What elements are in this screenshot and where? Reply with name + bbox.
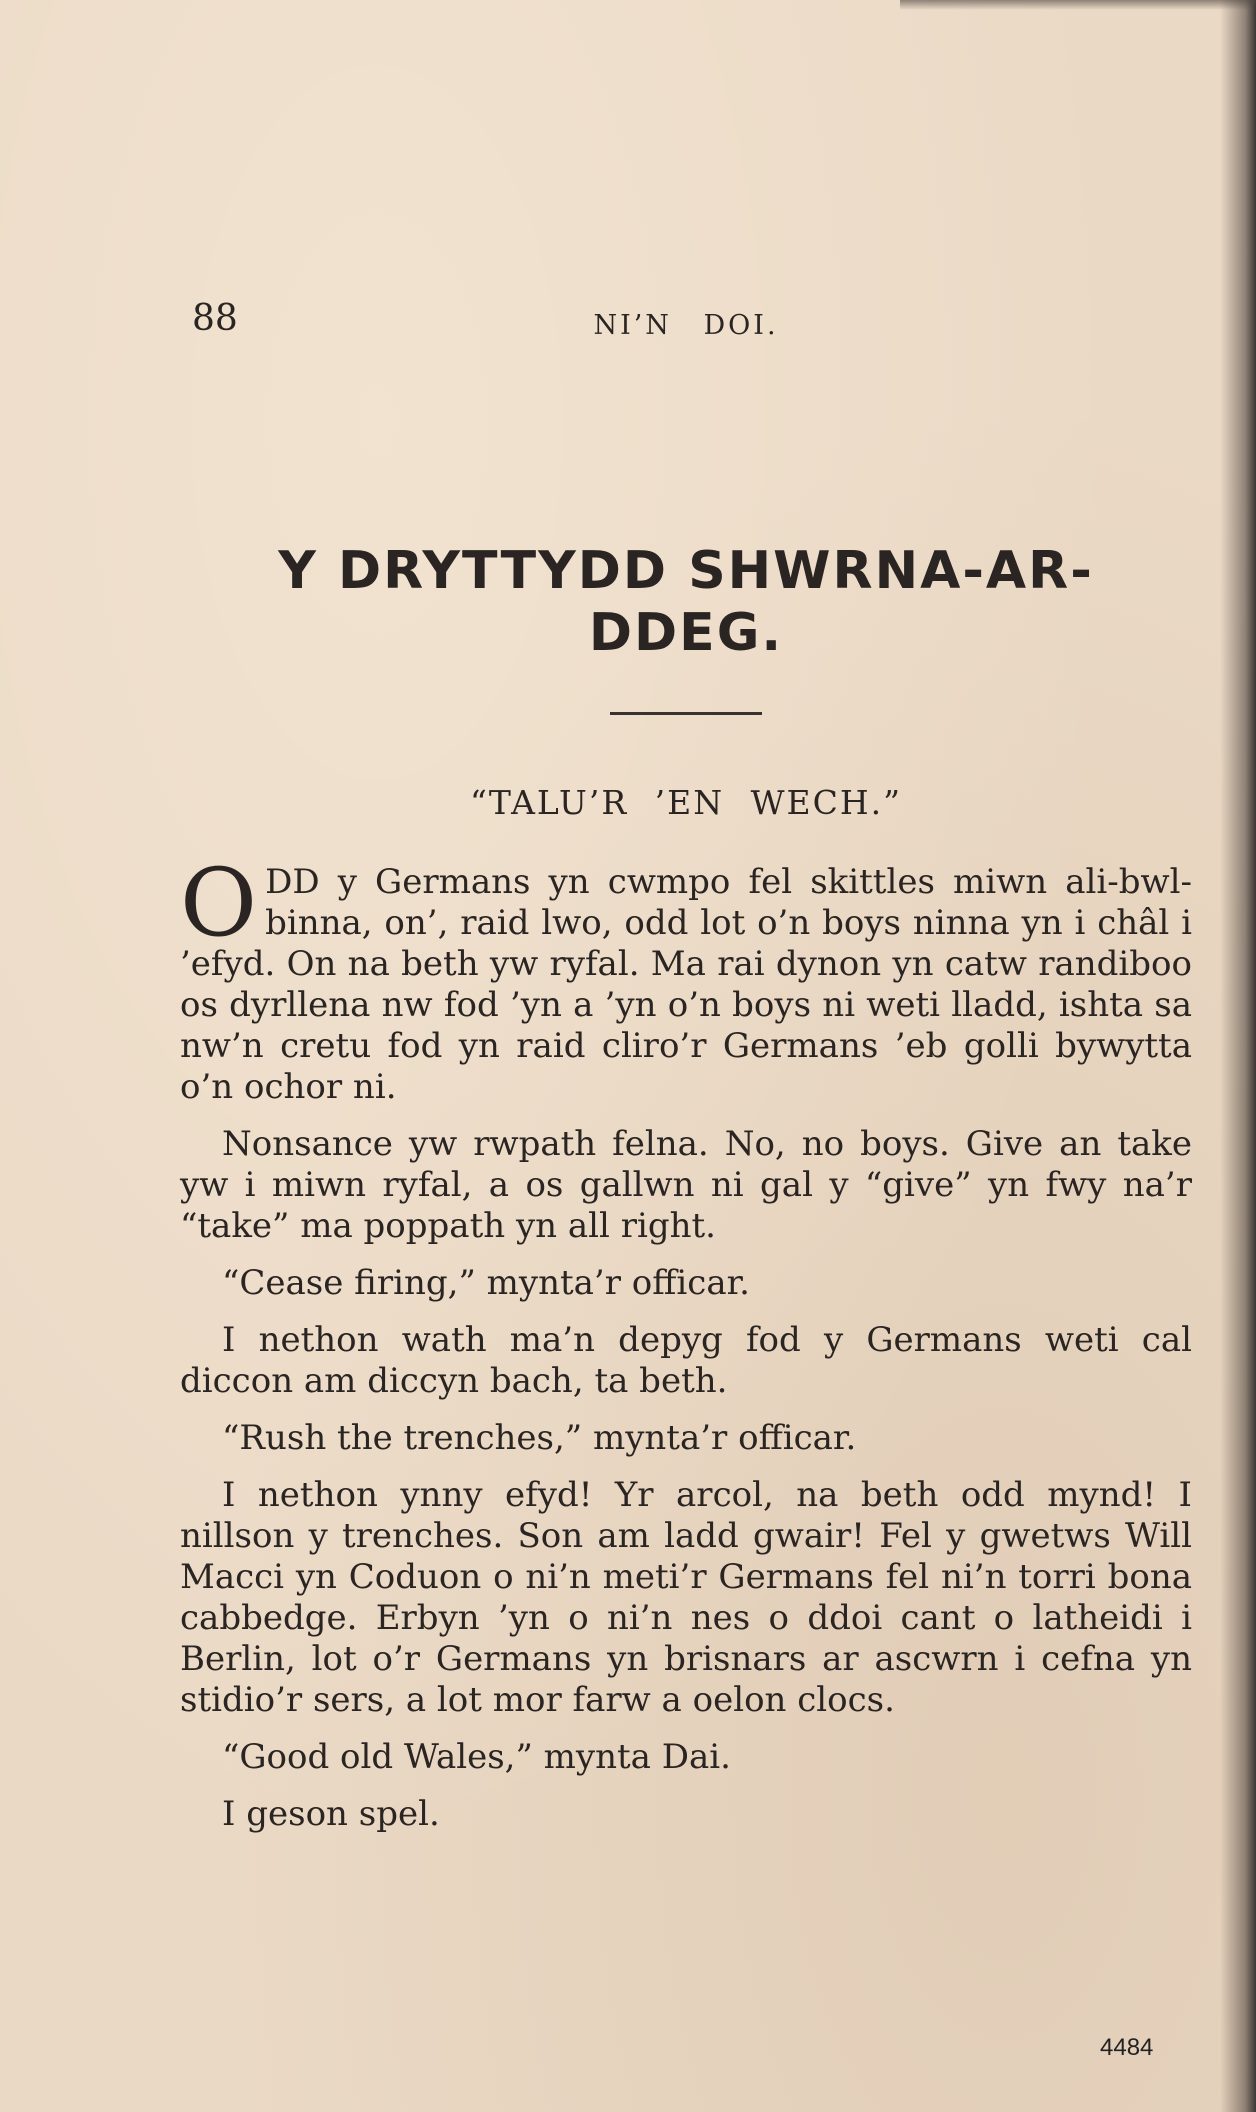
chapter-subtitle: “TALU’R ’EN WECH.” (470, 783, 902, 822)
running-title: NI’N DOI. (593, 310, 779, 341)
body-text (180, 849, 1192, 1835)
title-rule (610, 712, 762, 715)
paragraph-5: “Rush the trenches,” mynta’r officar. (222, 1418, 857, 1458)
paragraph-7: “Good old Wales,” mynta Dai. (222, 1737, 731, 1777)
page-top-edge (900, 0, 1256, 10)
page-edge-shadow (1220, 0, 1256, 2112)
chapter-title-line-2: DDEG. (588, 603, 784, 663)
chapter-title-line-1: Y DRYTTYDD SHWRNA-AR- (278, 541, 1094, 601)
page-number: 88 (192, 298, 238, 339)
running-head (180, 296, 1192, 344)
catalog-number: 4484 (1100, 2034, 1154, 2061)
paragraph-6: I nethon ynny efyd! Yr arcol, na beth odd mynd! I nillson y trenches. Son am ladd gwair! Fel y gwetws Will Macci yn Coduon o ni’n meti’r Germans fel ni’n torri bona cabbedge. Erbyn ’yn o ni’n nes o ddoi cant o latheidi i Berlin, lot o’r Germans yn brisnars ar ascwrn i cefna yn stidio’r sers, a lot mor farw a oelon clocs. (180, 1475, 1192, 1720)
drop-cap: O (180, 849, 258, 958)
book-page (180, 296, 1192, 1851)
paragraph-8: I geson spel. (222, 1794, 440, 1834)
paragraph-1-text: DD y Germans yn cwmpo fel skittles miwn ali-bwl-binna, on’, raid lwo, odd lot o’n boys ninna yn i châl i ’efyd. On na beth yw ryfal. Ma rai dynon yn catw randiboo os dyrllena nw fod ’yn a ’yn o’n boys ni weti lladd, ishta sa nw’n cretu fod yn raid cliro’r Germans ’eb golli bywytta o’n ochor ni. (180, 862, 1192, 1107)
paragraph-2: Nonsance yw rwpath felna. No, no boys. Give an take yw i miwn ryfal, a os gallwn ni gal y “give” yn fwy na’r “take” ma poppath yn all right. (180, 1124, 1192, 1246)
paragraph-4: I nethon wath ma’n depyg fod y Germans weti cal diccon am diccyn bach, ta beth. (180, 1320, 1192, 1401)
chapter-title (180, 540, 1192, 664)
paragraph-3: “Cease firing,” mynta’r officar. (222, 1263, 750, 1303)
paragraph-1 (180, 849, 1192, 1108)
